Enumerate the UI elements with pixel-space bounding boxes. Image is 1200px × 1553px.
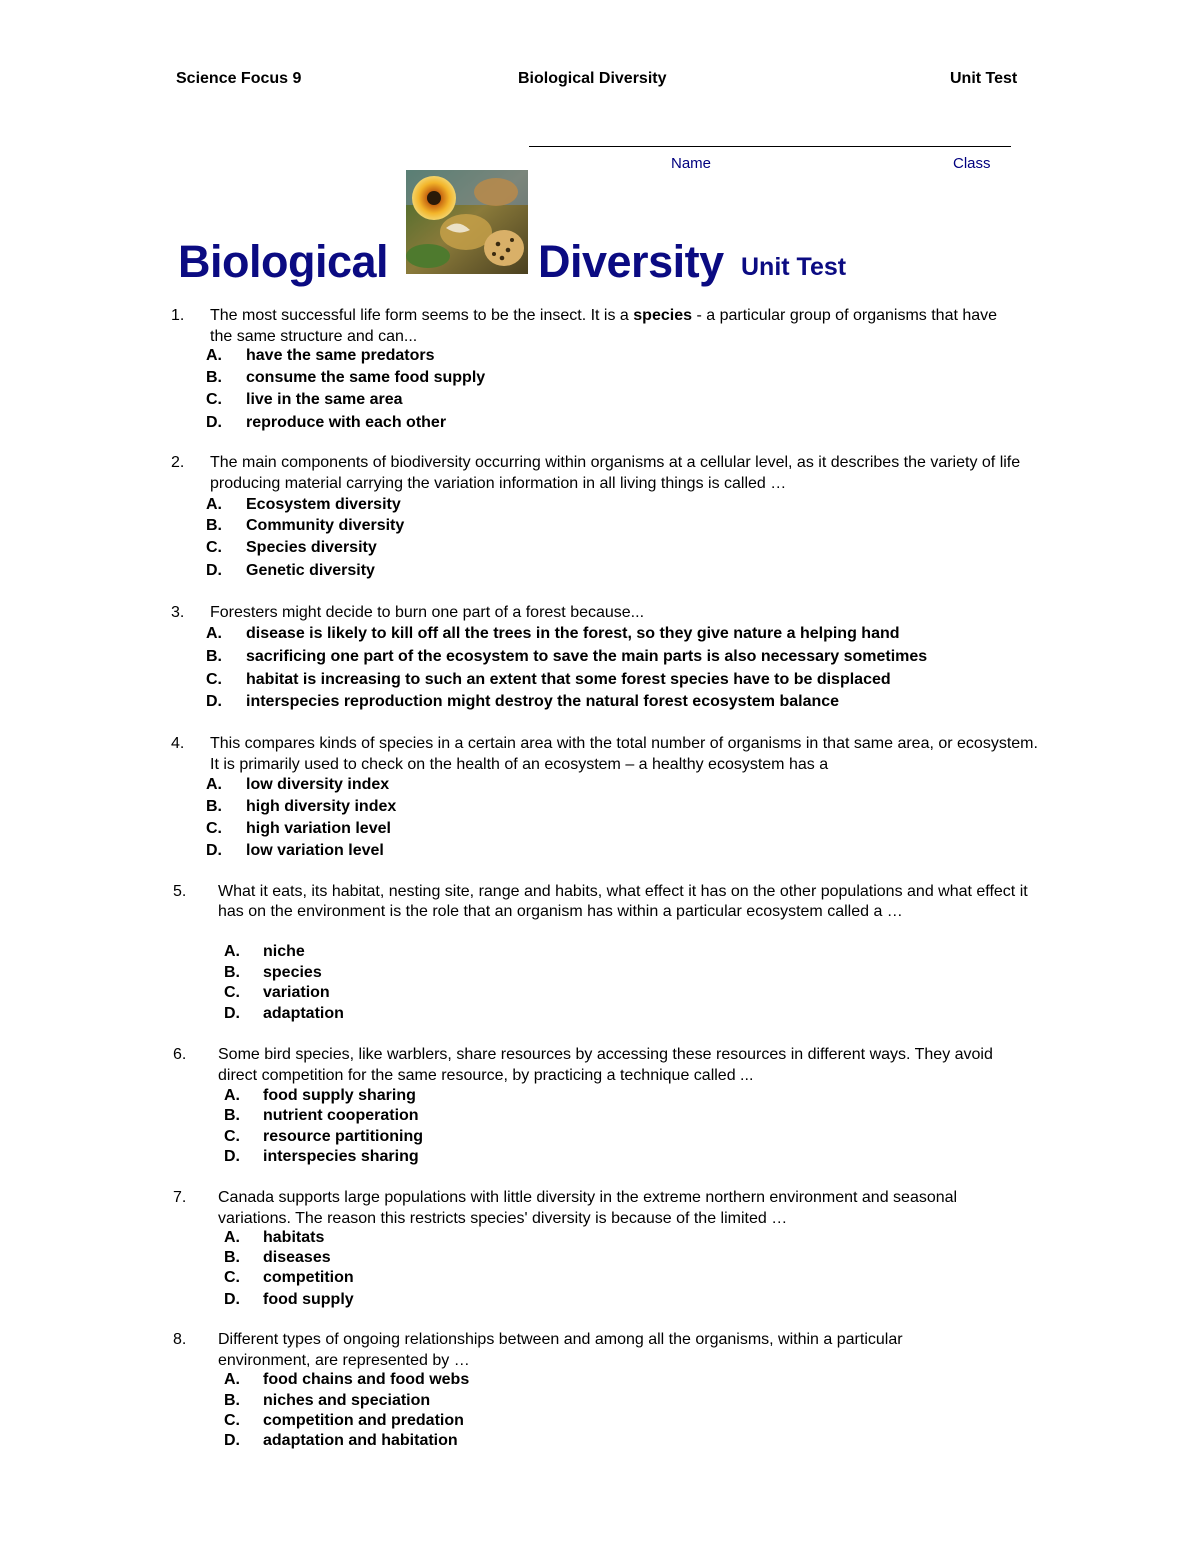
name-class-line [529, 146, 1011, 147]
question-stem: This compares kinds of species in a certain area with the total number of organisms in that same area, or ecosystem. It is primarily used to check on the health of an ecosystem – a healthy ecosystem has a [210, 735, 1038, 773]
question-number: 1. [171, 307, 185, 324]
question-number: 8. [173, 1331, 187, 1348]
question-number: 4. [171, 735, 185, 752]
question-stem: The most successful life form seems to be the insect. It is a species - a particular group of organisms that have the same structure and can... [210, 307, 998, 345]
header-course: Science Focus 9 [176, 70, 302, 87]
question-number: 3. [171, 604, 185, 621]
header-test: Unit Test [950, 70, 1018, 87]
question-number: 6. [173, 1046, 187, 1063]
keyword-species: species [633, 307, 692, 324]
title-word-biological: Biological [178, 236, 389, 287]
question-number: 7. [173, 1189, 187, 1206]
name-label: Name [671, 155, 712, 172]
header-unit: Biological Diversity [518, 70, 667, 87]
title-block [176, 170, 1076, 287]
biodiversity-collage-image [406, 170, 528, 274]
class-label: Class [953, 155, 991, 172]
title-unit-test: Unit Test [741, 253, 847, 281]
question-stem: Different types of ongoing relationships between and among all the organisms, within a particular environment, are represented by … [218, 1331, 903, 1369]
question-stem: The main components of biodiversity occurring within organisms at a cellular level, as it describes the variety of life producing material carrying the variation information in all living things is called … [210, 454, 1021, 492]
question-number: 5. [173, 883, 187, 900]
question-stem: Canada supports large populations with little diversity in the extreme northern environment and seasonal variations. The reason this restricts species' diversity is because of the limited … [218, 1189, 958, 1227]
question-stem: Some bird species, like warblers, share resources by accessing these resources in different ways. They avoid direct competition for the same resource, by practicing a technique called ... [218, 1046, 993, 1084]
question-stem: What it eats, its habitat, nesting site, range and habits, what effect it has on the other populations and what effect it has on the environment is the role that an organism has within a particular ecosystem called a … [218, 883, 1028, 920]
title-word-diversity: Diversity [538, 236, 724, 287]
question-number: 2. [171, 454, 185, 471]
question-stem: Foresters might decide to burn one part of a forest because... [210, 604, 645, 621]
